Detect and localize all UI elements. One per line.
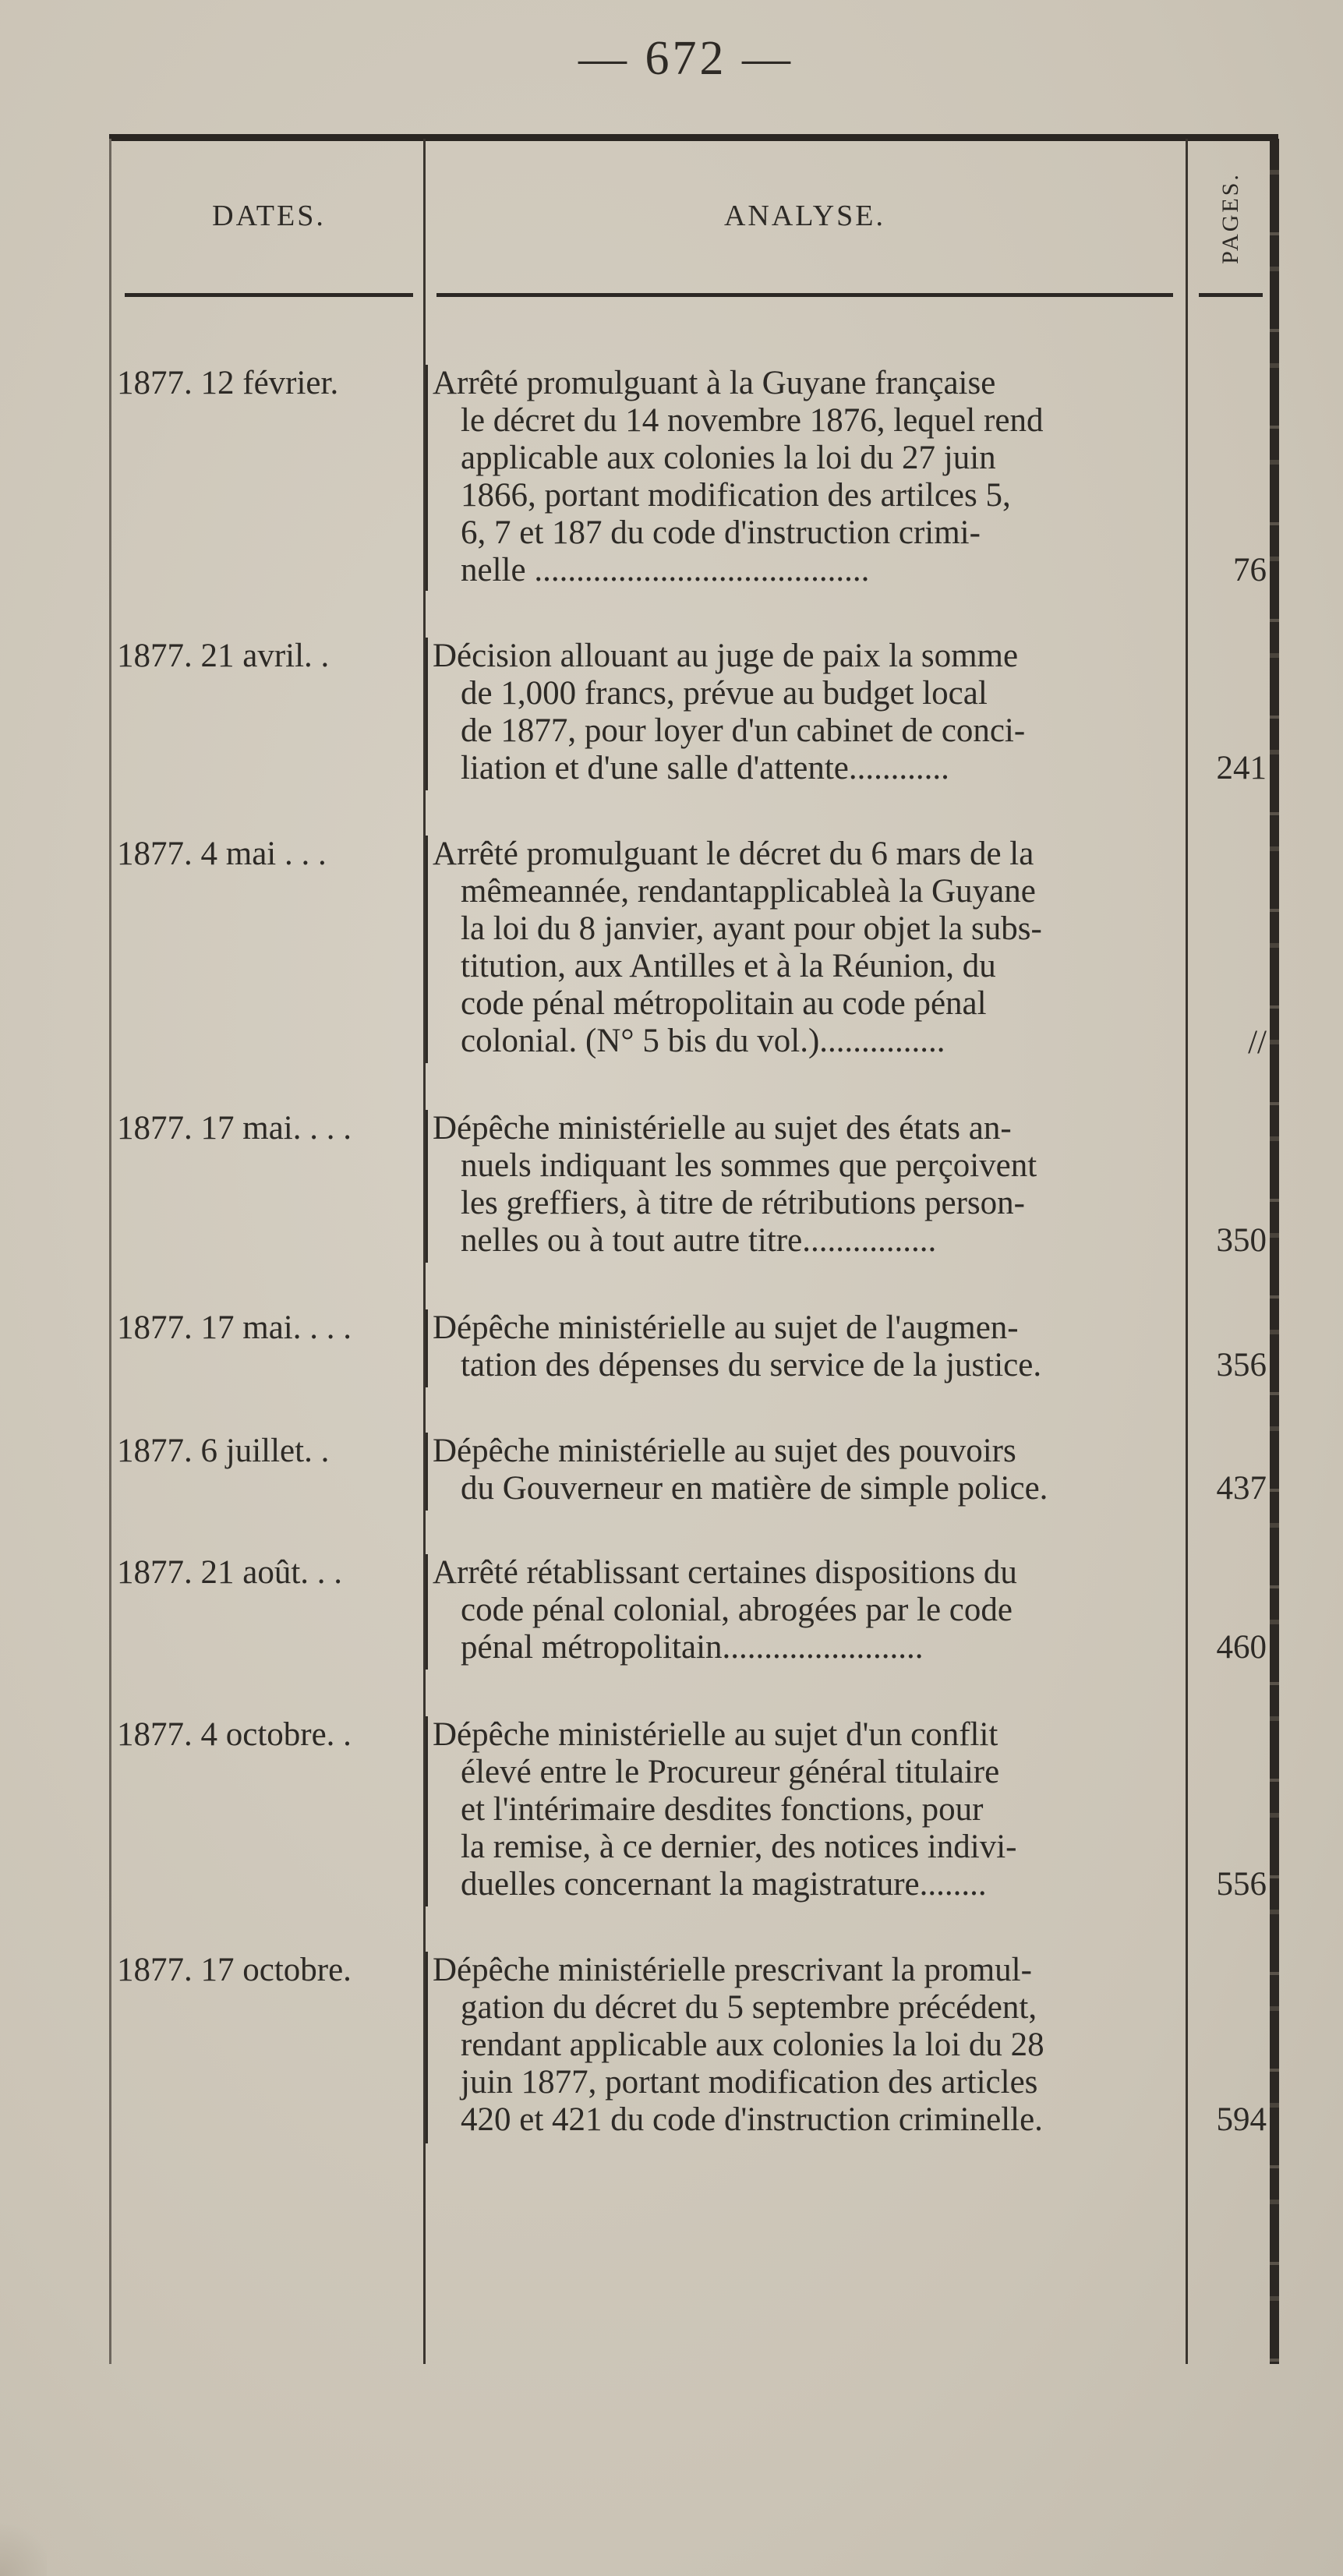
- entry-line: nuels indiquant les sommes que perçoivent: [461, 1147, 1037, 1184]
- entry-page: 556: [1216, 1866, 1267, 1903]
- paper-stain: [0, 2514, 47, 2576]
- entry-line: Dépêche ministérielle au sujet de l'augmen-: [433, 1309, 1019, 1346]
- entry-line: Arrêté promulguant le décret du 6 mars de la: [433, 836, 1034, 872]
- entry-line: rendant applicable aux colonies la loi du 28: [461, 2027, 1044, 2063]
- entry-date: 1877. 4 octobre. .: [117, 1716, 352, 1753]
- right-rule: [1270, 139, 1279, 2364]
- header-pages: [1199, 156, 1263, 281]
- entry-line: 420 et 421 du code d'instruction criminelle.: [461, 2101, 1043, 2138]
- entry-page: 241: [1216, 750, 1267, 786]
- entry-line: la remise, à ce dernier, des notices indivi-: [461, 1829, 1017, 1865]
- entry-date: 1877. 6 juillet. .: [117, 1433, 330, 1469]
- entry-bracket: [426, 836, 428, 1063]
- entry-line: titution, aux Antilles et à la Réunion, du: [461, 948, 996, 984]
- entry-analysis: [433, 1433, 1173, 1507]
- entry-line: les greffiers, à titre de rétributions person-: [461, 1185, 1025, 1221]
- entry-line: duelles concernant la magistrature........: [461, 1866, 987, 1903]
- entry-line: code pénal métropolitain au code pénal: [461, 985, 987, 1022]
- header-underline-pages: [1199, 293, 1263, 297]
- entry-line: 6, 7 et 187 du code d'instruction crimi-: [461, 514, 981, 551]
- entry-analysis: [433, 836, 1173, 1060]
- entry-line: code pénal colonial, abrogées par le code: [461, 1592, 1013, 1628]
- entry-line: et l'intérimaire desdites fonctions, pour: [461, 1791, 984, 1828]
- entry-analysis: [433, 1952, 1173, 2139]
- entry-line: mêmeannée, rendantapplicableà la Guyane: [461, 873, 1036, 910]
- entry-bracket: [426, 1110, 428, 1263]
- entry-line: Dépêche ministérielle au sujet d'un conflit: [433, 1716, 998, 1753]
- entry-date: 1877. 21 avril. .: [117, 638, 330, 674]
- header-underline-analyse: [436, 293, 1173, 297]
- entry-line: du Gouverneur en matière de simple police.: [461, 1470, 1048, 1507]
- entry-page: //: [1248, 1024, 1267, 1061]
- entry-date: 1877. 12 février.: [117, 365, 339, 401]
- header-pages-label: PAGES.: [1218, 172, 1243, 264]
- column-divider-analyse: [1186, 139, 1188, 2364]
- entry-line: applicable aux colonies la loi du 27 juin: [461, 440, 996, 476]
- page-number: — 672 —: [578, 32, 793, 85]
- entry-date: 1877. 17 mai. . . .: [117, 1309, 352, 1346]
- entry-line: Décision allouant au juge de paix la somme: [433, 638, 1019, 674]
- entry-line: de 1,000 francs, prévue au budget local: [461, 675, 988, 712]
- entry-bracket: [426, 638, 428, 790]
- entry-line: pénal métropolitain........................: [461, 1629, 924, 1666]
- header-dates: DATES.: [212, 200, 326, 232]
- entry-bracket: [426, 1952, 428, 2143]
- entry-page: 356: [1216, 1347, 1267, 1383]
- entry-line: le décret du 14 novembre 1876, lequel rend: [461, 402, 1044, 439]
- entry-line: 1866, portant modification des artilces 5,: [461, 477, 1011, 514]
- entry-analysis: [433, 1716, 1173, 1903]
- entry-line: élevé entre le Procureur général titulaire: [461, 1754, 1000, 1790]
- entry-date: 1877. 21 août. . .: [117, 1554, 343, 1591]
- entry-analysis: [433, 1554, 1173, 1666]
- entry-line: Dépêche ministérielle au sujet des états an-: [433, 1110, 1012, 1147]
- entry-line: nelle ........................................: [461, 552, 870, 588]
- entry-bracket: [426, 1554, 428, 1670]
- entry-line: Dépêche ministérielle prescrivant la promul-: [433, 1952, 1032, 1988]
- entry-analysis: [433, 365, 1173, 589]
- entry-date: 1877. 4 mai . . .: [117, 836, 327, 872]
- entry-line: la loi du 8 janvier, ayant pour objet la subs-: [461, 910, 1042, 947]
- entry-page: 437: [1216, 1470, 1267, 1507]
- entry-bracket: [426, 1433, 428, 1511]
- entry-page: 350: [1216, 1222, 1267, 1259]
- entry-page: 594: [1216, 2101, 1267, 2138]
- entry-bracket: [426, 365, 428, 591]
- entry-analysis: [433, 1110, 1173, 1260]
- entry-line: Dépêche ministérielle au sujet des pouvoirs: [433, 1433, 1016, 1469]
- entry-line: Arrêté rétablissant certaines dispositions du: [433, 1554, 1017, 1591]
- entry-line: tation des dépenses du service de la justice.: [461, 1347, 1042, 1383]
- top-rule: [109, 134, 1278, 141]
- entry-page: 76: [1233, 552, 1267, 588]
- entry-line: nelles ou à tout autre titre................: [461, 1222, 937, 1259]
- entry-line: de 1877, pour loyer d'un cabinet de conci-: [461, 712, 1026, 749]
- header-analyse: ANALYSE.: [723, 200, 886, 232]
- entry-bracket: [426, 1309, 428, 1387]
- entry-bracket: [426, 1716, 428, 1906]
- entry-analysis: [433, 1309, 1173, 1384]
- entry-line: colonial. (N° 5 bis du vol.)...............: [461, 1023, 945, 1059]
- entry-date: 1877. 17 octobre.: [117, 1952, 352, 1988]
- left-rule: [109, 139, 111, 2364]
- entry-line: Arrêté promulguant à la Guyane française: [433, 365, 996, 401]
- entry-date: 1877. 17 mai. . . .: [117, 1110, 352, 1147]
- entry-analysis: [433, 638, 1173, 787]
- entry-page: 460: [1216, 1629, 1267, 1666]
- entry-line: juin 1877, portant modification des articles: [461, 2064, 1038, 2101]
- entry-line: liation et d'une salle d'attente............: [461, 750, 949, 786]
- entry-line: gation du décret du 5 septembre précédent,: [461, 1989, 1037, 2026]
- header-underline-dates: [125, 293, 413, 297]
